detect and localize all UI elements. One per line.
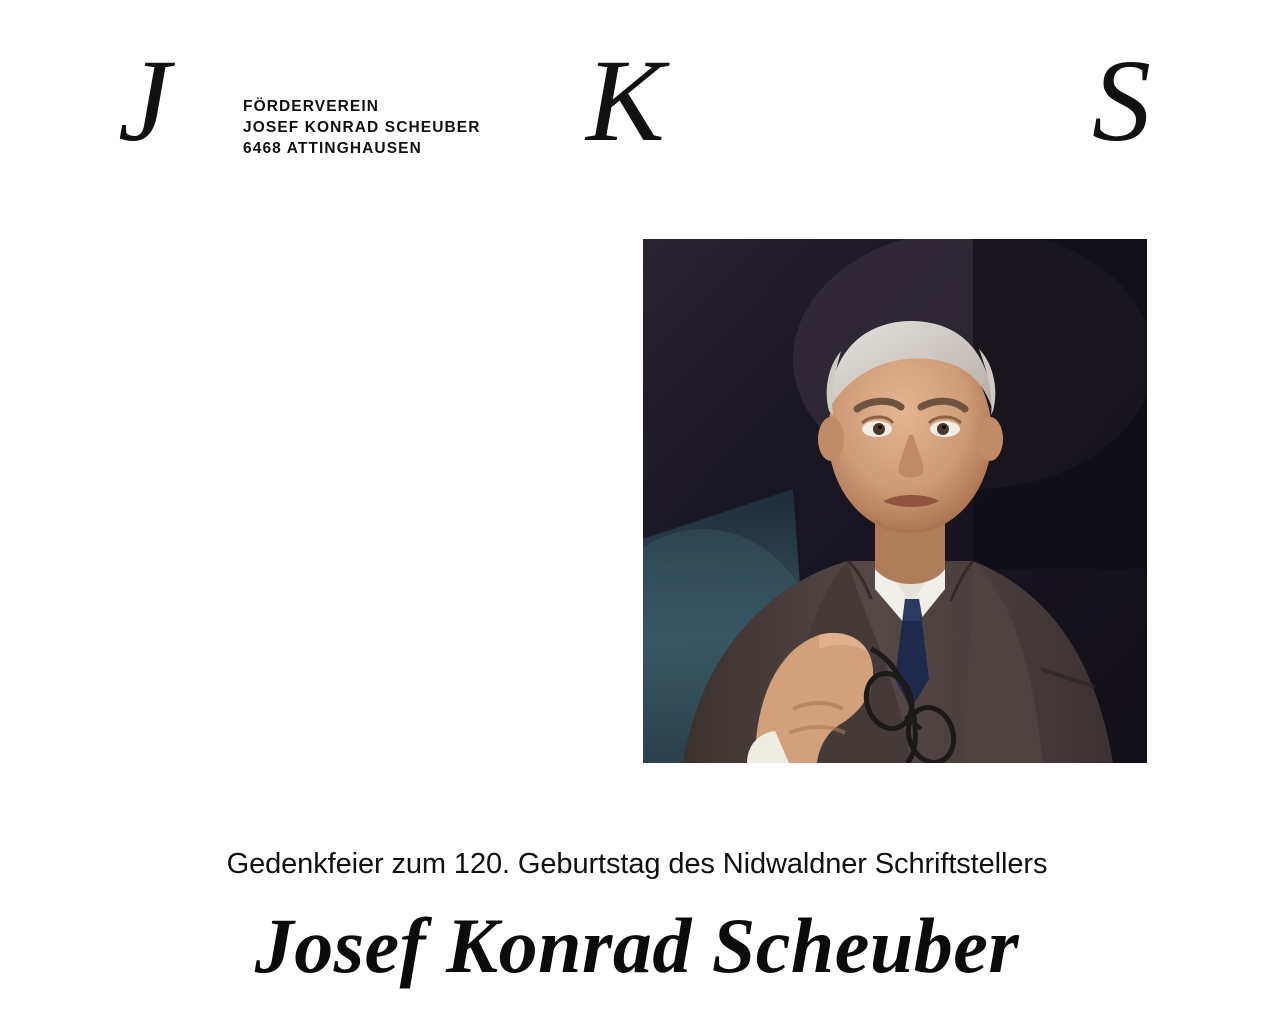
logo-letter-s: S (1092, 35, 1151, 166)
header-logo-row (0, 0, 1274, 200)
organisation-block (243, 96, 481, 159)
logo-letter-j: J (118, 35, 171, 166)
logo-letter-k: K (586, 35, 665, 166)
page-title: Josef Konrad Scheuber (254, 902, 1020, 989)
organisation-line-1: FÖRDERVEREIN (243, 98, 380, 115)
portrait-photo (643, 239, 1147, 763)
organisation-line-2: JOSEF KONRAD SCHEUBER (243, 119, 481, 136)
organisation-line-3: 6468 ATTINGHAUSEN (243, 140, 422, 157)
event-subtitle: Gedenkfeier zum 120. Geburtstag des Nidwaldner Schriftstellers (226, 848, 1048, 880)
